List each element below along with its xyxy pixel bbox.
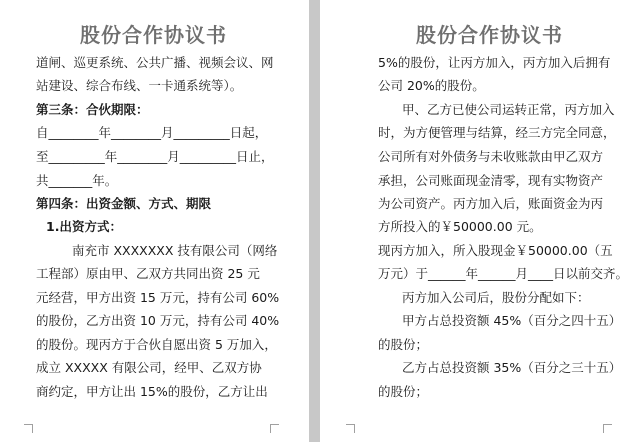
- crop-mark: [24, 424, 33, 433]
- body-line: 道闸、巡更系统、公共广播、视频会议、网: [36, 55, 274, 70]
- page-gutter: [309, 0, 320, 442]
- body-line: 万元）于______年______月____日以前交齐。: [378, 266, 629, 281]
- body-line: 的股份；: [378, 384, 429, 399]
- body-line: 公司 20%的股份。: [378, 78, 485, 93]
- page-title: 股份合作协议书: [416, 23, 563, 47]
- body-line: 共_______年。: [36, 173, 118, 188]
- body-line: 乙方占总投资额 35%（百分之三十五）: [402, 360, 622, 375]
- body-line: 方所投入的￥50000.00 元。: [378, 219, 542, 234]
- body-line: 至_________年________月_________日止，: [36, 149, 274, 164]
- body-line: 南充市 XXXXXXX 技有限公司（网络: [72, 243, 278, 258]
- body-line: 元经营，甲方出资 15 万元，持有公司 60%: [36, 290, 280, 305]
- section-heading: 第三条：合伙期限：: [36, 102, 149, 117]
- crop-mark: [603, 424, 612, 433]
- body-line: 商约定，甲方让出 15%的股份，乙方让出: [36, 384, 268, 399]
- body-line: 5%的股份，让丙方加入，丙方加入后拥有: [378, 55, 611, 70]
- body-line: 站建设、综合布线、一卡通系统等）。: [36, 78, 243, 93]
- body-line: 公司所有对外债务与未收账款由甲乙双方: [378, 149, 604, 164]
- body-line: 的股份，乙方出资 10 万元，持有公司 40%: [36, 313, 280, 328]
- body-line: 承担，公司账面现金清零，现有实物资产: [378, 173, 604, 188]
- body-line: 现丙方加入，所入股现金￥50000.00（五: [378, 243, 613, 258]
- document-page-right: [320, 0, 640, 442]
- subsection-heading: 1.出资方式：: [46, 219, 122, 234]
- body-line: 的股份；: [378, 337, 429, 352]
- crop-mark: [346, 424, 355, 433]
- page-title: 股份合作协议书: [80, 23, 227, 47]
- body-line: 甲方占总投资额 45%（百分之四十五）: [402, 313, 622, 328]
- body-line: 为公司资产。丙方加入后，账面资金为丙: [378, 196, 604, 211]
- body-line: 丙方加入公司后，股份分配如下：: [402, 290, 590, 305]
- document-page-left: [0, 0, 309, 442]
- body-line: 工程部）原由甲、乙双方共同出资 25 元: [36, 266, 260, 281]
- body-line: 的股份。现丙方于合伙自愿出资 5 万加入，: [36, 337, 277, 352]
- section-heading: 第四条：出资金额、方式、期限: [36, 196, 212, 211]
- body-line: 成立 XXXXX 有限公司，经甲、乙双方协: [36, 360, 262, 375]
- body-line: 时，为方便管理与结算，经三方完全同意，: [378, 125, 616, 140]
- body-line: 甲、乙方已使公司运转正常，丙方加入: [402, 102, 615, 117]
- crop-mark: [270, 424, 279, 433]
- body-line: 自________年________月_________日起，: [36, 125, 268, 140]
